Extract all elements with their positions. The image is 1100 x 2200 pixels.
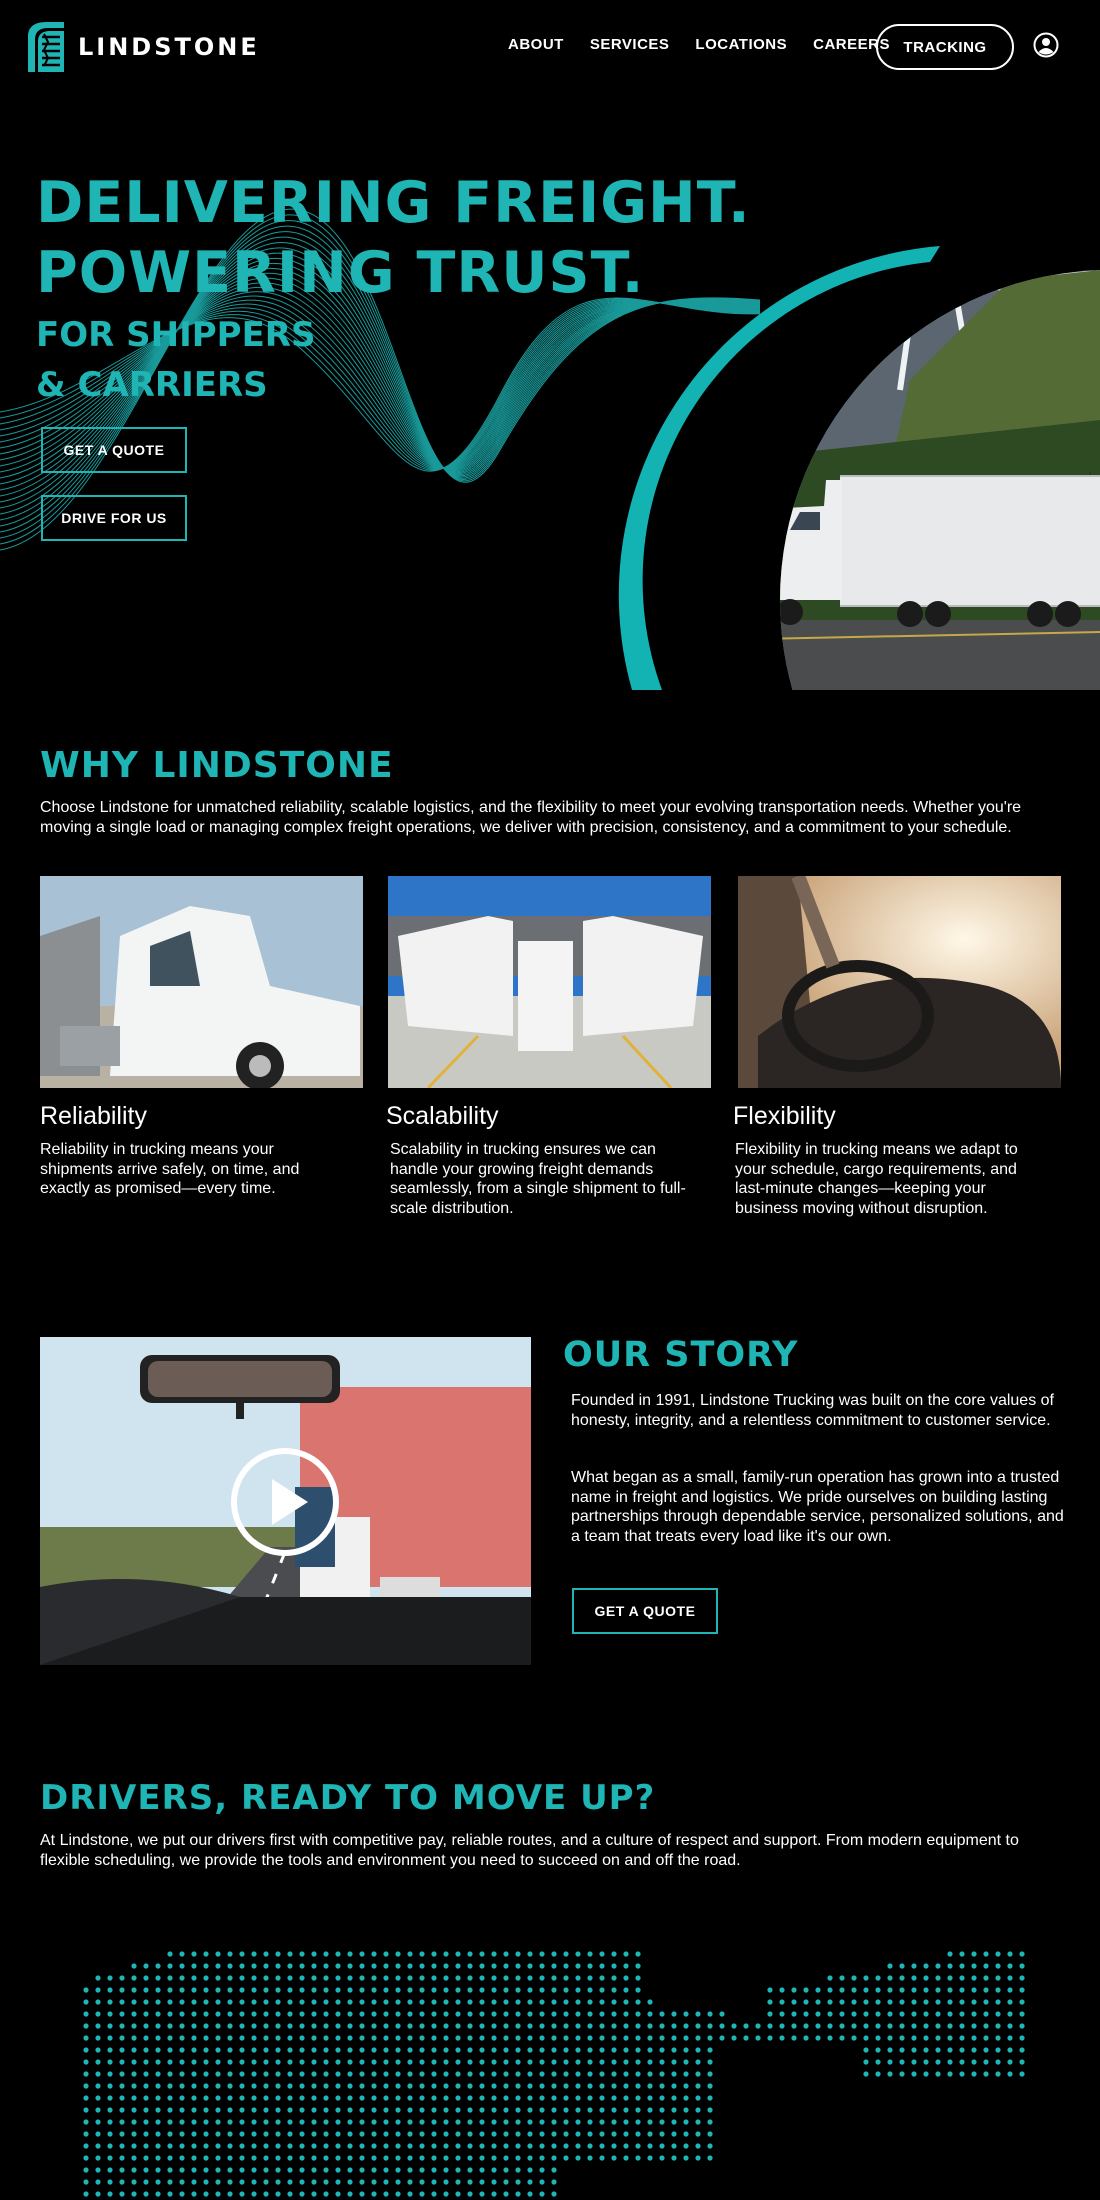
nav-services[interactable]: SERVICES: [589, 36, 670, 53]
nav-links: [508, 36, 890, 53]
drive-for-us-button[interactable]: DRIVE FOR US: [41, 495, 187, 541]
hero-title-line-1: DELIVERING FREIGHT.: [36, 170, 751, 236]
brand-name: LINDSTONE: [78, 33, 260, 61]
nav-about[interactable]: ABOUT: [508, 36, 564, 53]
tracking-button[interactable]: TRACKING: [876, 24, 1014, 70]
story-quote-button[interactable]: GET A QUOTE: [572, 1588, 718, 1634]
scalability-image: [388, 876, 711, 1088]
hero-quote-button[interactable]: GET A QUOTE: [41, 427, 187, 473]
flexibility-text: Flexibility in trucking means we adapt to your schedule, cargo requirements, and last-minute changes—keeping your business moving without disruption.: [735, 1141, 1018, 1217]
reliability-image: [40, 876, 363, 1088]
story-paragraph-1: Founded in 1991, Lindstone Trucking was built on the core values of honesty, integrity, and a relentless commitment to customer service.: [571, 1392, 1054, 1429]
brand-logo[interactable]: [20, 20, 260, 74]
play-video-icon[interactable]: [230, 1447, 340, 1557]
nav-careers[interactable]: CAREERS: [813, 36, 890, 53]
hero-subtitle: [36, 310, 315, 410]
flexibility-image: [738, 876, 1061, 1088]
reliability-title: Reliability: [40, 1102, 147, 1130]
why-text: Choose Lindstone for unmatched reliability, scalable logistics, and the flexibility to meet your evolving transportation needs. Whether you're moving a single load or managing complex freight operations, we deliver with precision, consistency, and a commitment to your schedule.: [40, 799, 1022, 836]
hero-title-line-2: POWERING TRUST.: [36, 240, 645, 306]
scalability-title: Scalability: [386, 1102, 499, 1130]
user-account-icon[interactable]: [1033, 32, 1059, 58]
tire-logo-icon: [20, 20, 68, 74]
why-title: WHY LINDSTONE: [40, 745, 394, 786]
hero-truck-image: [610, 240, 1100, 690]
drivers-text: At Lindstone, we put our drivers first with competitive pay, reliable routes, and a culture of respect and support. From modern equipment to flexible scheduling, we provide the tools and environment you need to succeed on and off the road.: [40, 1832, 1019, 1869]
flexibility-title: Flexibility: [733, 1102, 836, 1130]
drivers-title: DRIVERS, READY TO MOVE UP?: [40, 1778, 656, 1818]
story-paragraph-2: What began as a small, family-run operation has grown into a trusted name in freight and logistics. We pride ourselves on building lasting partnerships through dependable service, personalized solutions, and a team that treats every load like it's our own.: [571, 1469, 1064, 1545]
us-dot-map-graphic: [0, 1920, 1100, 2200]
reliability-text: Reliability in trucking means your shipments arrive safely, on time, and exactly as promised—every time.: [40, 1141, 300, 1197]
top-nav: [0, 0, 1100, 92]
hero-subtitle-line-2: & CARRIERS: [36, 365, 268, 405]
scalability-text: Scalability in trucking ensures we can handle your growing freight demands seamlessly, from a single shipment to full-scale distribution.: [390, 1141, 686, 1217]
story-title: OUR STORY: [563, 1335, 799, 1375]
hero-subtitle-line-1: FOR SHIPPERS: [36, 315, 316, 355]
nav-locations[interactable]: LOCATIONS: [695, 36, 788, 53]
